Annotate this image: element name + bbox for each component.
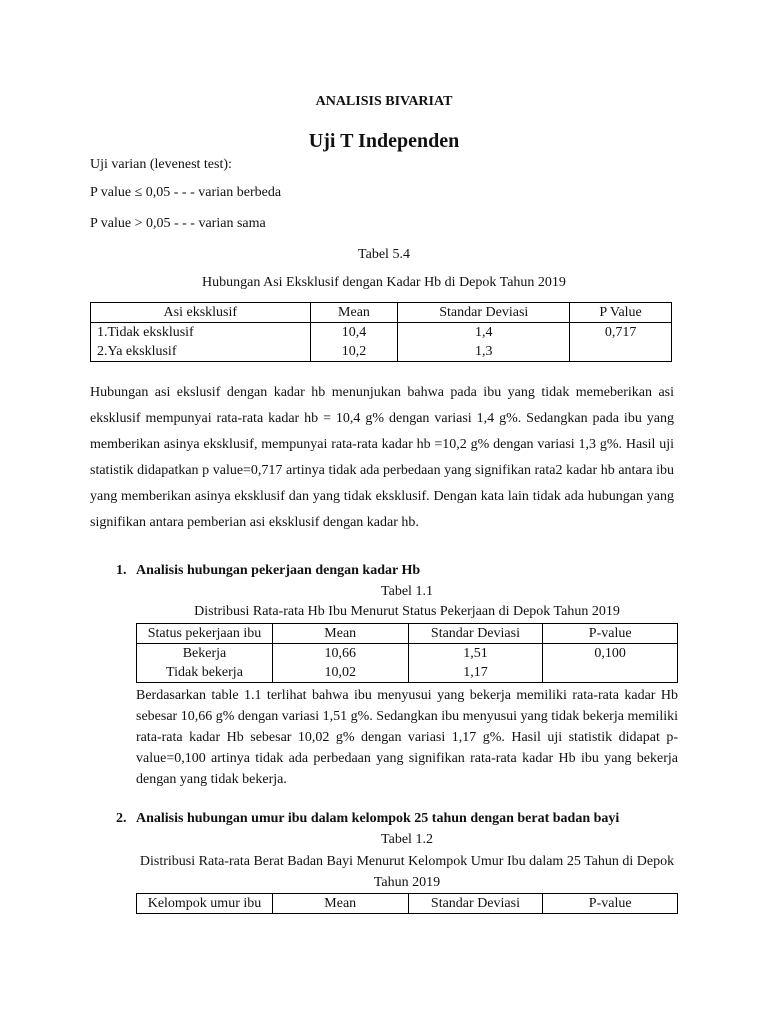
table-header-row [91,303,672,323]
table-cell: 1.Tidak eksklusif [91,323,311,343]
table-row [137,644,678,664]
table-header-cell: P-value [543,894,678,914]
section2-number: 2. [116,811,127,826]
intro-line-2: P value ≤ 0,05 - - - varian berbeda [90,185,282,200]
table-cell: 10,02 [272,663,408,683]
table-header-cell: Asi eksklusif [91,303,311,323]
section2-title: Analisis hubungan umur ibu dalam kelompok 25 tahun dengan berat badan bayi [136,811,620,826]
table-header-cell: Status pekerjaan ibu [137,624,273,644]
table-header-cell: Standar Deviasi [408,624,543,644]
intro-line-1: Uji varian (levenest test): [90,157,232,172]
table54-caption: Hubungan Asi Eksklusif dengan Kadar Hb di Depok Tahun 2019 [202,275,566,290]
table-header-cell: Mean [272,624,408,644]
table-cell: 0,100 [543,644,678,664]
table11 [136,623,678,683]
paragraph-asi: Hubungan asi ekslusif dengan kadar hb menunjukan bahwa pada ibu yang tidak memeberikan asi eksklusif mempunyai rata-rata kadar hb = 10,4 g% dengan variasi 1,4 g%. Sedangkan pada ibu yang memberikan asinya eksklusif, mempunyai rata-rata kadar hb =10,2 g% dengan variasi 1,3 g%. Hasil uji statistik didapatkan p value=0,717 artinya tidak ada perbedaan yang signifikan rata2 kadar hb antara ibu yang memberikan asinya eksklusif dan yang tidak eksklusif. Dengan kata lain tidak ada hubungan yang signifikan antara pemberian asi eksklusif dengan kadar hb. [90,385,674,530]
table-row [91,342,672,362]
table-cell: 1,4 [398,323,570,343]
table54 [90,302,672,362]
section-title: ANALISIS BIVARIAT [315,94,453,109]
table-header-cell: P-value [543,624,678,644]
table11-label: Tabel 1.1 [381,584,433,599]
paragraph-pekerjaan: Berdasarkan table 1.1 terlihat bahwa ibu menyusui yang bekerja memiliki rata-rata kadar Hb sebesar 10,66 g% dengan variasi 1,51 g%. Sedangkan ibu menyusui yang tidak bekerja memiliki rata-rata kadar Hb sebesar 10,02 g% dengan variasi 1,17 g%. Hasil uji statistik didapat p-value=0,100 artinya tidak ada perbedaan yang signifikan rata-rata kadar Hb ibu yang bekerja dengan yang tidak bekerja. [136,688,678,787]
table-header-cell: Mean [310,303,398,323]
table54-label: Tabel 5.4 [358,247,410,262]
table-header-cell: Standar Deviasi [398,303,570,323]
table-cell: 1,3 [398,342,570,362]
section1-number: 1. [116,563,127,578]
table-header-cell: Standar Deviasi [408,894,543,914]
intro-line-3: P value > 0,05 - - - varian sama [90,216,266,231]
table-row [91,323,672,343]
table-header-cell: Mean [272,894,408,914]
table12-caption: Distribusi Rata-rata Berat Badan Bayi Menurut Kelompok Umur Ibu dalam 25 Tahun di Depok Tahun 2019 [139,854,675,890]
table-cell: 10,4 [310,323,398,343]
table12 [136,893,678,914]
page-title: Uji T Independen [308,130,460,152]
table-cell [543,663,678,683]
table-header-row [137,624,678,644]
table-cell: 1,51 [408,644,543,664]
table-cell [570,342,672,362]
table-cell: 10,66 [272,644,408,664]
table-row [137,663,678,683]
table-header-row [137,894,678,914]
table-cell: 0,717 [570,323,672,343]
table11-caption: Distribusi Rata-rata Hb Ibu Menurut Status Pekerjaan di Depok Tahun 2019 [194,604,620,619]
table-cell: Bekerja [137,644,273,664]
table-cell: Tidak bekerja [137,663,273,683]
table-header-cell: P Value [570,303,672,323]
table-header-cell: Kelompok umur ibu [137,894,273,914]
table12-label: Tabel 1.2 [381,832,433,847]
table-cell: 2.Ya eksklusif [91,342,311,362]
table-cell: 10,2 [310,342,398,362]
section1-title: Analisis hubungan pekerjaan dengan kadar Hb [136,563,421,578]
table-cell: 1,17 [408,663,543,683]
